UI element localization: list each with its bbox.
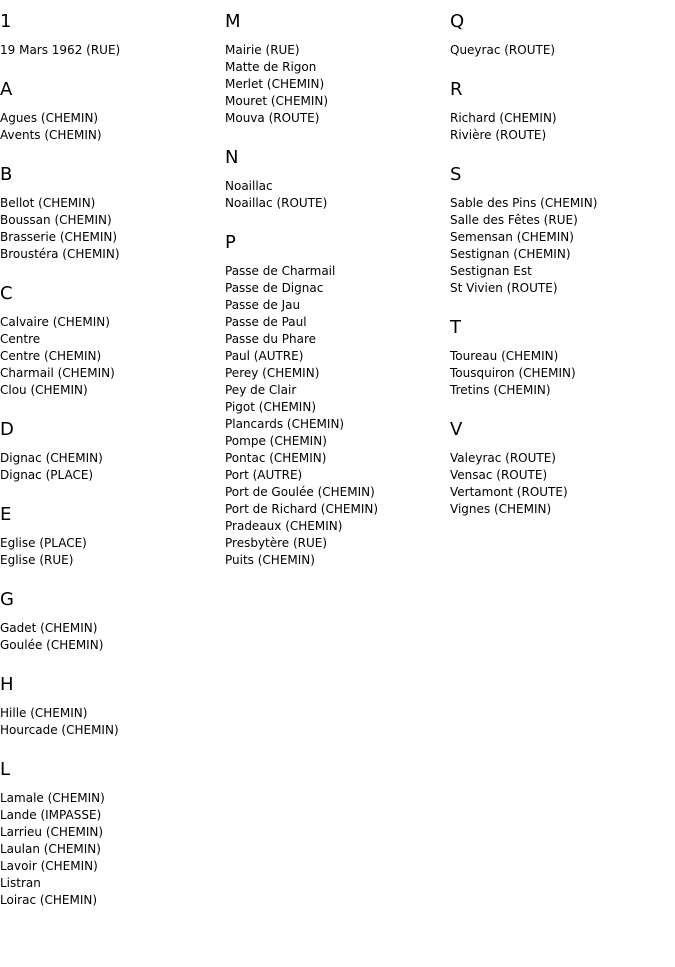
- letter-group: [225, 148, 449, 212]
- street-entry[interactable]: Passe de Charmail: [225, 264, 336, 278]
- letter-heading: P: [225, 232, 236, 253]
- street-entry[interactable]: Goulée (CHEMIN): [0, 638, 104, 652]
- letter-heading: H: [0, 674, 14, 695]
- street-entry[interactable]: Passe de Paul: [225, 315, 307, 329]
- letter-heading: A: [0, 79, 13, 100]
- column-1: [0, 0, 224, 909]
- letter-group: [0, 165, 224, 263]
- letter-heading: L: [0, 759, 11, 780]
- street-entry[interactable]: Port (AUTRE): [225, 468, 303, 482]
- street-entry[interactable]: Boussan (CHEMIN): [0, 213, 112, 227]
- street-list: [225, 178, 449, 212]
- street-entry[interactable]: Brasserie (CHEMIN): [0, 230, 118, 244]
- street-entry[interactable]: Mouva (ROUTE): [225, 111, 320, 125]
- letter-group: [0, 760, 224, 909]
- street-list: [0, 620, 224, 654]
- street-entry[interactable]: Lavoir (CHEMIN): [0, 859, 98, 873]
- street-entry[interactable]: Port de Goulée (CHEMIN): [225, 485, 375, 499]
- street-entry[interactable]: Vertamont (ROUTE): [450, 485, 568, 499]
- street-entry[interactable]: Eglise (PLACE): [0, 536, 87, 550]
- letter-heading: R: [450, 79, 463, 100]
- street-entry[interactable]: Queyrac (ROUTE): [450, 43, 556, 57]
- street-list: [0, 110, 224, 144]
- street-entry[interactable]: Port de Richard (CHEMIN): [225, 502, 379, 516]
- street-entry[interactable]: Broustéra (CHEMIN): [0, 247, 120, 261]
- letter-heading: Q: [450, 11, 465, 32]
- letter-heading: S: [450, 164, 462, 185]
- letter-heading: D: [0, 419, 14, 440]
- street-entry[interactable]: Noaillac (ROUTE): [225, 196, 328, 210]
- street-list: [0, 790, 224, 909]
- street-entry[interactable]: Dignac (PLACE): [0, 468, 94, 482]
- street-entry[interactable]: Valeyrac (ROUTE): [450, 451, 556, 465]
- street-entry[interactable]: Rivière (ROUTE): [450, 128, 547, 142]
- street-entry[interactable]: Plancards (CHEMIN): [225, 417, 345, 431]
- street-list: [225, 42, 449, 127]
- letter-group: [450, 318, 674, 399]
- letter-group: [0, 420, 224, 484]
- street-entry[interactable]: Mairie (RUE): [225, 43, 300, 57]
- street-entry[interactable]: Vignes (CHEMIN): [450, 502, 552, 516]
- street-entry[interactable]: Perey (CHEMIN): [225, 366, 320, 380]
- street-entry[interactable]: Pey de Clair: [225, 383, 297, 397]
- letter-group: [0, 590, 224, 654]
- street-list: [0, 705, 224, 739]
- street-entry[interactable]: Sable des Pins (CHEMIN): [450, 196, 598, 210]
- street-list: [0, 314, 224, 399]
- street-entry[interactable]: Calvaire (CHEMIN): [0, 315, 110, 329]
- street-entry[interactable]: Mouret (CHEMIN): [225, 94, 329, 108]
- street-entry[interactable]: Clou (CHEMIN): [0, 383, 88, 397]
- street-entry[interactable]: Sestignan Est: [450, 264, 532, 278]
- street-entry[interactable]: Pontac (CHEMIN): [225, 451, 327, 465]
- letter-group: [225, 233, 449, 569]
- street-entry[interactable]: Hille (CHEMIN): [0, 706, 88, 720]
- letter-group: [450, 420, 674, 518]
- letter-group: [225, 12, 449, 127]
- street-list: [0, 535, 224, 569]
- street-list: [450, 110, 674, 144]
- street-list: [450, 348, 674, 399]
- street-entry[interactable]: Tousquiron (CHEMIN): [450, 366, 576, 380]
- letter-group: [0, 80, 224, 144]
- street-entry[interactable]: Centre (CHEMIN): [0, 349, 102, 363]
- street-list: [450, 42, 674, 59]
- street-entry[interactable]: Charmail (CHEMIN): [0, 366, 115, 380]
- street-entry[interactable]: St Vivien (ROUTE): [450, 281, 558, 295]
- street-entry[interactable]: Presbytère (RUE): [225, 536, 328, 550]
- street-entry[interactable]: Larrieu (CHEMIN): [0, 825, 104, 839]
- street-entry[interactable]: Richard (CHEMIN): [450, 111, 557, 125]
- letter-heading: G: [0, 589, 14, 610]
- letter-group: [450, 165, 674, 297]
- street-entry[interactable]: Matte de Rigon: [225, 60, 317, 74]
- street-entry[interactable]: Passe de Dignac: [225, 281, 324, 295]
- street-list: [450, 195, 674, 297]
- street-entry[interactable]: Paul (AUTRE): [225, 349, 304, 363]
- letter-group: [450, 80, 674, 144]
- street-entry[interactable]: Passe de Jau: [225, 298, 301, 312]
- street-entry[interactable]: Bellot (CHEMIN): [0, 196, 96, 210]
- street-list: [450, 450, 674, 518]
- street-entry[interactable]: Lande (IMPASSE): [0, 808, 102, 822]
- street-list: [0, 450, 224, 484]
- letter-heading: 1: [0, 11, 12, 32]
- street-list: [0, 42, 224, 59]
- street-entry[interactable]: Hourcade (CHEMIN): [0, 723, 119, 737]
- street-entry[interactable]: Pigot (CHEMIN): [225, 400, 317, 414]
- column-2: [225, 0, 449, 569]
- letter-heading: E: [0, 504, 12, 525]
- letter-group: [0, 284, 224, 399]
- letter-heading: C: [0, 283, 13, 304]
- street-entry[interactable]: Pompe (CHEMIN): [225, 434, 327, 448]
- street-entry[interactable]: Gadet (CHEMIN): [0, 621, 98, 635]
- street-entry[interactable]: Listran: [0, 876, 41, 890]
- street-list: [0, 195, 224, 263]
- letter-group: [0, 12, 224, 59]
- street-entry[interactable]: Salle des Fêtes (RUE): [450, 213, 578, 227]
- letter-group: [0, 675, 224, 739]
- street-entry[interactable]: Eglise (RUE): [0, 553, 74, 567]
- street-entry[interactable]: Tretins (CHEMIN): [450, 383, 551, 397]
- street-entry[interactable]: Laulan (CHEMIN): [0, 842, 101, 856]
- street-entry[interactable]: Lamale (CHEMIN): [0, 791, 105, 805]
- street-entry[interactable]: Passe du Phare: [225, 332, 317, 346]
- street-entry[interactable]: Noaillac: [225, 179, 273, 193]
- street-entry[interactable]: Vensac (ROUTE): [450, 468, 548, 482]
- street-entry[interactable]: Centre: [0, 332, 41, 346]
- column-3: [450, 0, 674, 518]
- street-entry[interactable]: Pradeaux (CHEMIN): [225, 519, 343, 533]
- street-entry[interactable]: Sestignan (CHEMIN): [450, 247, 571, 261]
- letter-heading: V: [450, 419, 463, 440]
- street-entry[interactable]: Agues (CHEMIN): [0, 111, 99, 125]
- letter-heading: M: [225, 11, 241, 32]
- street-entry[interactable]: Toureau (CHEMIN): [450, 349, 559, 363]
- street-entry[interactable]: Merlet (CHEMIN): [225, 77, 325, 91]
- letter-heading: N: [225, 147, 239, 168]
- letter-group: [450, 12, 674, 59]
- street-entry[interactable]: Semensan (CHEMIN): [450, 230, 574, 244]
- street-entry[interactable]: 19 Mars 1962 (RUE): [0, 43, 121, 57]
- street-entry[interactable]: Dignac (CHEMIN): [0, 451, 103, 465]
- street-entry[interactable]: Loirac (CHEMIN): [0, 893, 98, 907]
- street-entry[interactable]: Avents (CHEMIN): [0, 128, 102, 142]
- letter-heading: B: [0, 164, 13, 185]
- street-list: [225, 263, 449, 569]
- street-entry[interactable]: Puits (CHEMIN): [225, 553, 315, 567]
- letter-heading: T: [450, 317, 461, 338]
- letter-group: [0, 505, 224, 569]
